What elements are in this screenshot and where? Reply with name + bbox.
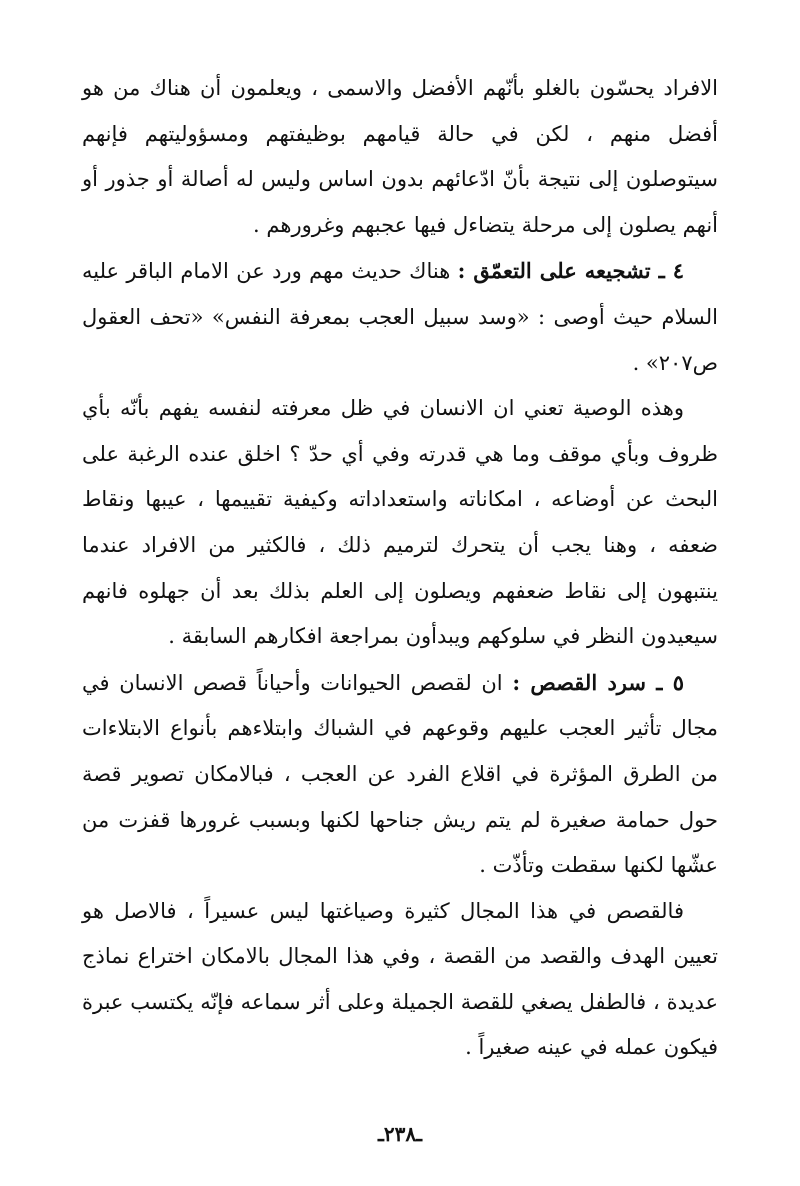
section-4-heading: ٤ ـ تشجيعه على التعمّق : [457,258,684,284]
paragraph-1 [82,66,718,248]
paragraph-5-text: فالقصص في هذا المجال كثيرة وصياغتها ليس عسيراً ، فالاصل هو تعيين الهدف والقصد من القصة ، وفي هذا المجال بالامكان اختراع نماذج عديدة ، فالطفل يصغي للقصة الجميلة وعلى أثر سماعه فإنّه يكتسب عبرة فيكون عمله في عينه صغيراً . [82,898,718,1060]
page-number: ـ٢٣٨ـ [378,1122,422,1146]
paragraph-3-text: وهذه الوصية تعني ان الانسان في ظل معرفته لنفسه يفهم بأنّه بأي ظروف وبأي موقف وما هي قدرته وفي أي حدّ ؟ اخلق عنده الرغبة على البحث عن أوضاعه ، امكاناته واستعداداته وكيفية تقييمها ، عيبها ونقاط ضعفه ، وهنا يجب أن يتحرك لترميم ذلك ، فالكثير من الافراد عندما ينتبهون إلى نقاط ضعفهم ويصلون إلى العلم بذلك بعد أن جهلوه فانهم سيعيدون النظر في سلوكهم ويبدأون بمراجعة افكارهم السابقة . [82,396,718,649]
paragraph-2 [82,248,718,386]
paragraph-5 [82,889,718,1071]
body-text [82,66,718,1071]
paragraph-3 [82,386,718,660]
paragraph-1-text: الافراد يحسّون بالغلو بأنّهم الأفضل والاسمى ، ويعلمون أن هناك من هو أفضل منهم ، لكن في حالة قيامهم بوظيفتهم ومسؤوليتهم فإنهم سيتوصلون إلى نتيجة بأنّ ادّعائهم بدون اساس وليس له أصالة أو جذور أو أنهم يصلون إلى مرحلة يتضاءل فيها عجبهم وغرورهم . [82,76,718,237]
paragraph-4-text: ان لقصص الحيوانات وأحياناً قصص الانسان في مجال تأثير العجب عليهم وقوعهم في الشباك وابتلاءهم بأنواع الابتلاءات من الطرق المؤثرة في اقلاع الفرد عن العجب ، فبالامكان تصوير قصة حول حمامة صغيرة لم يتم ريش جناحها لكنها وبسبب غرورها قفزت من عشّها لكنها سقطت وتأذّت . [82,670,718,878]
section-5-heading: ٥ ـ سرد القصص : [512,669,684,695]
paragraph-2-text: هناك حديث مهم ورد عن الامام الباقر عليه السلام حيث أوصى : «وسد سبيل العجب بمعرفة النفس» «تحف العقول ص٢٠٧» . [82,259,718,375]
paragraph-4 [82,660,718,889]
